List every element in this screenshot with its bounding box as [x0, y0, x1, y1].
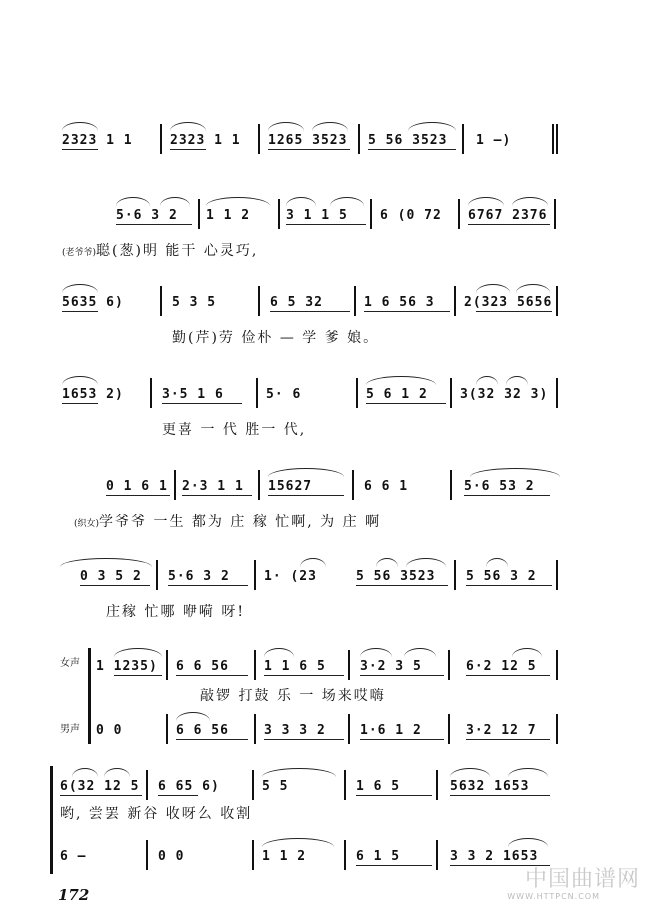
barline — [556, 378, 558, 408]
beam — [356, 585, 448, 586]
barline — [174, 470, 176, 500]
measure: 1 —) — [476, 133, 512, 148]
slur — [512, 197, 548, 206]
slur — [176, 712, 210, 721]
measure: 3(32 32 3) — [460, 387, 549, 402]
slur — [470, 468, 560, 477]
watermark-site-name: 中国曲谱网 — [524, 867, 640, 892]
slur — [512, 648, 542, 657]
barline — [552, 124, 554, 154]
watermark-url: WWW.HTTPCN.COM — [507, 892, 600, 901]
slur — [62, 376, 98, 385]
measure: 3·2 12 7 — [466, 723, 537, 738]
barline — [370, 199, 372, 229]
barline — [352, 470, 354, 500]
slur — [476, 376, 498, 385]
barline — [458, 199, 460, 229]
measure: 1 6 5 — [356, 779, 401, 794]
slur — [160, 197, 190, 206]
measure: 1 1 2 — [262, 849, 307, 864]
measure: 3·2 3 5 — [360, 659, 422, 674]
slur — [300, 558, 326, 567]
page-number: 172 — [58, 886, 90, 904]
barline — [354, 286, 356, 316]
measure: 2·3 1 1 — [182, 479, 244, 494]
barline — [150, 378, 152, 408]
barline — [278, 199, 280, 229]
beam — [170, 149, 206, 150]
barline — [450, 470, 452, 500]
measure: 3·5 1 6 — [162, 387, 224, 402]
beam — [106, 495, 170, 496]
measure: 3 3 3 2 — [264, 723, 326, 738]
slur — [264, 648, 294, 657]
beam — [114, 675, 162, 676]
beam — [360, 739, 444, 740]
barline — [450, 378, 452, 408]
barline — [556, 286, 558, 316]
barline — [252, 840, 254, 870]
barline — [554, 199, 556, 229]
barline — [252, 770, 254, 800]
beam — [356, 865, 432, 866]
beam — [356, 795, 432, 796]
barline — [258, 470, 260, 500]
beam — [62, 149, 98, 150]
beam — [286, 224, 366, 225]
barline — [254, 714, 256, 744]
measure: 6 6 56 — [176, 723, 229, 738]
role-label: (老爷爷) — [62, 248, 97, 258]
slur — [262, 838, 334, 847]
barline — [258, 124, 260, 154]
barline — [556, 650, 558, 680]
slur — [268, 122, 304, 131]
measure: 5 6 1 2 — [366, 387, 428, 402]
barline — [344, 840, 346, 870]
slur — [508, 838, 548, 847]
slur — [104, 768, 130, 777]
beam — [162, 403, 242, 404]
measure: 5· 6 — [266, 387, 302, 402]
measure: 6(32 12 5 — [60, 779, 140, 794]
slur — [116, 197, 150, 206]
measure: 3 1 1 5 — [286, 208, 348, 223]
barline — [348, 714, 350, 744]
beam — [264, 675, 344, 676]
measure: 5 56 3523 — [356, 569, 436, 584]
barline — [256, 378, 258, 408]
slur — [60, 558, 152, 567]
slur — [206, 197, 270, 206]
barline — [356, 378, 358, 408]
measure: 5 56 3523 — [368, 133, 448, 148]
slur — [286, 197, 316, 206]
measure: 5632 1653 — [450, 779, 530, 794]
measure: 0 1 6 1 — [106, 479, 168, 494]
watermark — [460, 862, 640, 906]
beam — [182, 495, 252, 496]
barline — [436, 770, 438, 800]
measure: 6 1 5 — [356, 849, 401, 864]
barline — [448, 714, 450, 744]
slur — [468, 197, 504, 206]
barline — [160, 286, 162, 316]
barline — [556, 124, 558, 154]
slur — [506, 376, 528, 385]
slur — [262, 768, 336, 777]
beam — [466, 675, 550, 676]
beam — [368, 149, 456, 150]
barline — [344, 770, 346, 800]
measure: 5·6 53 2 — [464, 479, 535, 494]
measure: 6767 2376 — [468, 208, 548, 223]
beam — [468, 224, 550, 225]
slur — [406, 558, 446, 567]
measure: 1653 2) — [62, 387, 124, 402]
barline — [448, 650, 450, 680]
barline — [348, 650, 350, 680]
measure: 2323 1 1 — [62, 133, 133, 148]
measure: 6 6 1 — [364, 479, 409, 494]
measure: 3 3 2 1653 — [450, 849, 539, 864]
measure: 5·6 3 2 — [168, 569, 230, 584]
beam — [60, 795, 142, 796]
lyric-text: 学爷爷 一生 都为 庄 稼 忙啊, 为 庄 啊 — [99, 514, 382, 530]
barline — [462, 124, 464, 154]
measure: 5·6 3 2 — [116, 208, 178, 223]
barline — [156, 560, 158, 590]
beam — [466, 739, 550, 740]
beam — [264, 739, 344, 740]
measure: 5 3 5 — [172, 295, 217, 310]
slur — [62, 284, 98, 293]
beam — [176, 675, 248, 676]
beam — [476, 311, 552, 312]
measure: 1 6 56 3 — [364, 295, 435, 310]
beam — [466, 585, 552, 586]
measure: 2323 1 1 — [170, 133, 241, 148]
measure: 6·2 12 5 — [466, 659, 537, 674]
measure: 0 3 5 2 — [80, 569, 142, 584]
barline — [146, 770, 148, 800]
measure: 6 (0 72 — [380, 208, 442, 223]
slur — [268, 468, 344, 477]
measure: 1· (23 — [264, 569, 317, 584]
barline — [146, 840, 148, 870]
barline — [254, 560, 256, 590]
lyric-line: 庄稼 忙哪 咿嗬 呀! — [106, 604, 245, 620]
measure: 15627 — [268, 479, 313, 494]
barline — [258, 286, 260, 316]
measure: 0 0 — [96, 723, 123, 738]
male-voice-label: 男声 — [60, 724, 80, 735]
slur — [62, 122, 98, 131]
lyric-line: 敲锣 打鼓 乐 一 场来哎嗨 — [200, 688, 386, 704]
barline — [556, 560, 558, 590]
slur — [516, 284, 550, 293]
measure: 0 0 — [158, 849, 185, 864]
beam — [268, 495, 344, 496]
lyric-line — [74, 512, 381, 532]
beam — [366, 403, 446, 404]
beam — [116, 224, 192, 225]
barline — [358, 124, 360, 154]
beam — [176, 739, 248, 740]
barline — [556, 714, 558, 744]
barline — [254, 650, 256, 680]
measure: 6 5 32 — [270, 295, 323, 310]
measure: 1 1235) — [96, 659, 158, 674]
measure: 6 — — [60, 849, 87, 864]
slur — [312, 122, 348, 131]
lyric-text: 聪(葱)明 能干 心灵巧, — [96, 243, 259, 259]
slur — [114, 648, 162, 657]
measure: 1 1 6 5 — [264, 659, 326, 674]
slur — [450, 768, 490, 777]
measure: 2(323 5656 — [464, 295, 553, 310]
lyric-line: 更喜 一 代 胜一 代, — [162, 422, 307, 438]
measure: 1·6 1 2 — [360, 723, 422, 738]
lyric-line — [62, 241, 258, 261]
barline — [160, 124, 162, 154]
role-label: (织女) — [74, 519, 100, 529]
slur — [330, 197, 364, 206]
beam — [62, 403, 98, 404]
beam — [62, 311, 98, 312]
measure: 5 5 — [262, 779, 289, 794]
beam — [268, 149, 350, 150]
measure: 1265 3523 — [268, 133, 348, 148]
beam — [158, 795, 198, 796]
beam — [464, 495, 550, 496]
measure: 5 56 3 2 — [466, 569, 537, 584]
slur — [404, 648, 436, 657]
slur — [408, 122, 456, 131]
slur — [72, 768, 98, 777]
barline — [166, 650, 168, 680]
barline — [166, 714, 168, 744]
measure: 5635 6) — [62, 295, 124, 310]
female-voice-label: 女声 — [60, 658, 80, 669]
slur — [508, 768, 548, 777]
beam — [168, 585, 248, 586]
slur — [170, 122, 206, 131]
measure: 1 1 2 — [206, 208, 251, 223]
measure: 6 6 56 — [176, 659, 229, 674]
slur — [366, 376, 436, 385]
lyric-line: 哟, 尝罢 新谷 收呀么 收割 — [60, 806, 253, 822]
beam — [450, 795, 550, 796]
barline — [436, 840, 438, 870]
slur — [476, 284, 510, 293]
beam — [80, 585, 150, 586]
beam — [364, 311, 450, 312]
measure: 6 65 6) — [158, 779, 220, 794]
slur — [376, 558, 398, 567]
beam — [360, 675, 444, 676]
slur — [486, 558, 508, 567]
beam — [270, 311, 350, 312]
barline — [454, 286, 456, 316]
barline — [198, 199, 200, 229]
slur — [360, 648, 392, 657]
barline — [454, 560, 456, 590]
lyric-line: 勤(芹)劳 俭朴 — 学 爹 娘。 — [172, 330, 380, 346]
